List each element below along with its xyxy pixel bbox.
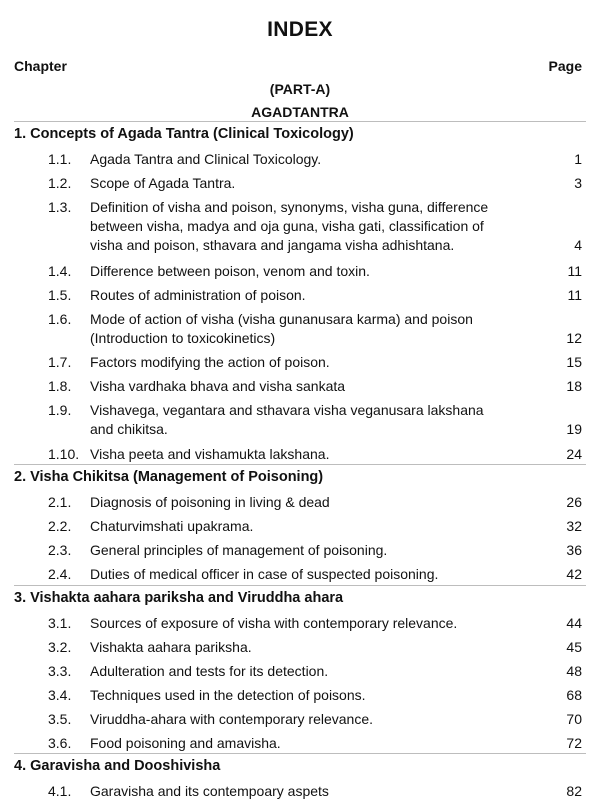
entry-page-number: 3 [574,175,582,191]
index-title: INDEX [267,18,333,41]
toc-entry [0,401,600,439]
entry-number: 2.4. [48,566,72,582]
entry-page-number: 48 [566,663,582,679]
entry-number: 3.5. [48,711,72,727]
toc-entry [0,686,600,705]
entry-title-line: and chikitsa. [90,421,168,437]
toc-entry [0,710,600,729]
toc-entry [0,353,600,372]
entry-page-number: 15 [566,354,582,370]
toc-entry [0,445,600,464]
entry-number: 1.7. [48,354,72,370]
chapter-heading: 4. Garavisha and Dooshivisha [14,758,221,774]
entry-page-number: 42 [566,566,582,582]
entry-page-number: 19 [566,421,582,437]
entry-title-line: Definition of visha and poison, synonyms, visha guna, difference [90,199,489,215]
entry-number: 3.6. [48,735,72,751]
entry-title-line: Duties of medical officer in case of suspected poisoning. [90,566,439,582]
entry-number: 1.9. [48,402,72,418]
section-divider [14,464,586,465]
entry-number: 1.1. [48,151,72,167]
entry-title-line: Visha peeta and vishamukta lakshana. [90,446,330,462]
entry-title-line: Difference between poison, venom and toxin. [90,263,370,279]
entry-title-line: between visha, madya and oja guna, visha gati, classification of [90,218,484,234]
toc-entry [0,150,600,169]
toc-entry [0,174,600,193]
chapter-column-header: Chapter [14,58,67,74]
entry-number: 2.1. [48,494,72,510]
section-divider [14,753,586,754]
toc-entry [0,565,600,584]
part-label: (PART-A) [269,81,331,97]
entry-page-number: 26 [566,494,582,510]
entry-page-number: 1 [574,151,582,167]
entry-title-line: Viruddha-ahara with contemporary relevance. [90,711,374,727]
toc-entry [0,286,600,305]
entry-title-line: Scope of Agada Tantra. [90,175,236,191]
entry-title-line: Diagnosis of poisoning in living & dead [90,494,330,510]
entry-page-number: 68 [566,687,582,703]
entry-page-number: 72 [566,735,582,751]
toc-entry [0,517,600,536]
entry-page-number: 36 [566,542,582,558]
entry-number: 3.1. [48,615,72,631]
page-column-header: Page [548,58,582,74]
entry-title-line: Mode of action of visha (visha gunanusara karma) and poison [90,311,473,327]
entry-title-line: Sources of exposure of visha with contemporary relevance. [90,615,458,631]
entry-title-line: Garavisha and its contempoary aspets [90,783,329,799]
entry-number: 1.10. [48,446,80,462]
entry-number: 2.2. [48,518,72,534]
section-divider [14,585,586,586]
entry-title-line: Techniques used in the detection of poisons. [90,687,366,703]
entry-page-number: 32 [566,518,582,534]
chapter-heading: 1. Concepts of Agada Tantra (Clinical Toxicology) [14,126,354,142]
entry-number: 3.2. [48,639,72,655]
entry-number: 3.4. [48,687,72,703]
toc-entry [0,377,600,396]
entry-number: 1.2. [48,175,72,191]
entry-number: 2.3. [48,542,72,558]
toc-entry [0,541,600,560]
part-name: AGADTANTRA [251,104,349,120]
toc-entry [0,493,600,512]
entry-title-line: General principles of management of poisoning. [90,542,388,558]
entry-page-number: 12 [566,330,582,346]
entry-page-number: 82 [566,783,582,799]
entry-title-line: Chaturvimshati upakrama. [90,518,254,534]
toc-entry [0,734,600,753]
entry-title-line: Agada Tantra and Clinical Toxicology. [90,151,322,167]
entry-page-number: 70 [566,711,582,727]
entry-page-number: 45 [566,639,582,655]
toc-entry [0,614,600,633]
toc-entry [0,198,600,255]
chapter-heading: 2. Visha Chikitsa (Management of Poisoning) [14,469,324,485]
toc-entry [0,662,600,681]
entry-title-line: Adulteration and tests for its detection. [90,663,329,679]
entry-number: 1.4. [48,263,72,279]
toc-entry [0,638,600,657]
entry-title-line: Routes of administration of poison. [90,287,306,303]
entry-number: 4.1. [48,783,72,799]
entry-page-number: 18 [566,378,582,394]
entry-title-line: Vishavega, vegantara and sthavara visha veganusara lakshana [90,402,484,418]
entry-title-line: Factors modifying the action of poison. [90,354,330,370]
entry-title-line: (Introduction to toxicokinetics) [90,330,276,346]
toc-entry [0,782,600,801]
entry-title-line: Visha vardhaka bhava and visha sankata [90,378,346,394]
entry-page-number: 44 [566,615,582,631]
entry-title-line: visha and poison, sthavara and jangama visha adhishtana. [90,237,455,253]
entry-number: 3.3. [48,663,72,679]
chapter-heading: 3. Vishakta aahara pariksha and Viruddha ahara [14,590,344,606]
entry-page-number: 4 [574,237,582,253]
entry-number: 1.5. [48,287,72,303]
entry-title-line: Vishakta aahara pariksha. [90,639,252,655]
entry-number: 1.8. [48,378,72,394]
toc-entry [0,310,600,348]
toc-entry [0,262,600,281]
entry-page-number: 11 [567,263,582,279]
section-divider [14,121,586,122]
entry-number: 1.3. [48,199,72,215]
entry-title-line: Food poisoning and amavisha. [90,735,281,751]
entry-page-number: 11 [567,287,582,303]
entry-page-number: 24 [566,446,582,462]
entry-number: 1.6. [48,311,72,327]
